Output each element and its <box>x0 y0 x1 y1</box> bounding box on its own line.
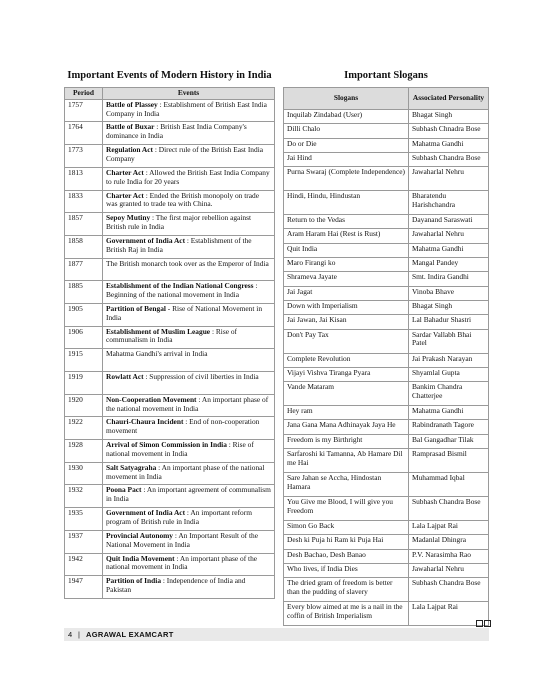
event-period: 1813 <box>65 167 103 190</box>
slogan-text: Jai Jawan, Jai Kisan <box>284 315 409 329</box>
event-title: Chauri-Chaura Incident <box>106 417 184 427</box>
slogan-text: Desh ki Puja hi Ram ki Puja Hai <box>284 535 409 549</box>
event-row <box>65 576 275 599</box>
event-description: : The first major rebellion against British rule in India <box>106 213 251 232</box>
slogan-person: Muhammad Iqbal <box>409 473 489 497</box>
slogan-row <box>284 497 489 521</box>
slogan-row <box>284 258 489 272</box>
personality-header: Associated Personality <box>409 88 489 110</box>
slogan-person: Dayanand Saraswati <box>409 215 489 229</box>
slogan-person: Bharatendu Harishchandra <box>409 191 489 215</box>
event-period: 1773 <box>65 145 103 168</box>
event-description: : An important phase of the national movement in India <box>106 462 265 481</box>
slogan-person: Subhash Chandra Bose <box>409 152 489 166</box>
slogan-row <box>284 300 489 314</box>
slogan-row <box>284 152 489 166</box>
event-period: 1757 <box>65 99 103 122</box>
event-title: Partition of India <box>106 576 162 586</box>
event-period: 1877 <box>65 258 103 281</box>
event-description: : Independence of India and Pakistan <box>106 576 246 595</box>
event-title: Establishment of the Indian National Congress <box>106 281 254 291</box>
event-row <box>65 349 275 372</box>
event-period: 1906 <box>65 326 103 349</box>
slogan-text: Who lives, if India Dies <box>284 563 409 577</box>
slogan-text: Desh Bachao, Desh Banao <box>284 549 409 563</box>
events-body <box>65 99 275 598</box>
event-description: : Allowed the British East India Company to rule India for 20 years <box>106 167 270 186</box>
event-cell <box>103 462 275 485</box>
slogan-text: Jai Jagat <box>284 286 409 300</box>
event-title: Charter Act <box>106 190 144 200</box>
slogan-text: Jana Gana Mana Adhinayak Jaya He <box>284 420 409 434</box>
slogan-row <box>284 535 489 549</box>
slogan-row <box>284 215 489 229</box>
slogan-person: Madanlal Dhingra <box>409 535 489 549</box>
event-description: : Rise of communalism in India <box>106 326 237 345</box>
slogan-person: Bal Gangadhar Tilak <box>409 434 489 448</box>
slogan-person: Bankim Chandra Chatterjee <box>409 382 489 406</box>
event-row <box>65 462 275 485</box>
slogan-person: Smt. Indira Gandhi <box>409 272 489 286</box>
event-cell <box>103 213 275 236</box>
slogans-header: Slogans <box>284 88 409 110</box>
slogan-person: Jai Prakash Narayan <box>409 353 489 367</box>
event-description: : An important agreement of communalism in India <box>106 485 271 504</box>
slogan-text: Dilli Chalo <box>284 124 409 138</box>
slogan-text: Don't Pay Tax <box>284 329 409 353</box>
slogan-row <box>284 110 489 124</box>
slogan-person: Jawaharlal Nehru <box>409 563 489 577</box>
event-period: 1885 <box>65 281 103 304</box>
event-description: - Rise of National Movement in India <box>106 303 263 322</box>
slogan-row <box>284 243 489 257</box>
slogan-text: Return to the Vedas <box>284 215 409 229</box>
event-title: Partition of Bengal <box>106 303 166 313</box>
slogan-person: Subhash Chandra Bose <box>409 578 489 602</box>
event-cell <box>103 508 275 531</box>
slogan-row <box>284 382 489 406</box>
slogans-title: Important Slogans <box>344 70 428 81</box>
event-title: Salt Satyagraha <box>106 462 157 472</box>
slogan-row <box>284 420 489 434</box>
slogan-row <box>284 549 489 563</box>
event-cell <box>103 235 275 258</box>
slogan-row <box>284 578 489 602</box>
event-period: 1919 <box>65 372 103 395</box>
slogan-row <box>284 406 489 420</box>
slogan-person: Mahatma Gandhi <box>409 243 489 257</box>
event-row <box>65 99 275 122</box>
event-description: : An Important Result of the National Movement in India <box>106 530 258 549</box>
event-cell <box>103 167 275 190</box>
slogan-text: Aram Haram Hai (Rest is Rust) <box>284 229 409 243</box>
event-period: 1942 <box>65 553 103 576</box>
event-title: Government of India Act <box>106 235 186 245</box>
event-description: : Beginning of the national movement in India <box>106 281 258 300</box>
slogan-person: P.V. Narasimha Rao <box>409 549 489 563</box>
slogan-text: The dried gram of freedom is better than the pudding of slavery <box>284 578 409 602</box>
slogans-table <box>283 87 489 626</box>
brand-logo: AGRAWAL EXAMCART <box>86 630 174 639</box>
event-cell <box>103 576 275 599</box>
events-header: Events <box>103 88 275 100</box>
event-description: : British East India Company's dominance in India <box>106 122 247 141</box>
event-cell <box>103 440 275 463</box>
event-title: Sepoy Mutiny <box>106 213 151 223</box>
slogan-text: Hey ram <box>284 406 409 420</box>
event-row <box>65 281 275 304</box>
slogan-person: Ramprasad Bismil <box>409 449 489 473</box>
event-period: 1920 <box>65 394 103 417</box>
page-footer <box>64 628 489 641</box>
event-title: Arrival of Simon Commission in India <box>106 440 227 450</box>
event-cell <box>103 122 275 145</box>
event-row <box>65 122 275 145</box>
event-cell <box>103 349 275 372</box>
slogan-person: Mahatma Gandhi <box>409 138 489 152</box>
event-description: : Direct rule of the British East India Company <box>106 145 264 163</box>
slogan-row <box>284 286 489 300</box>
event-row <box>65 190 275 213</box>
event-description: : Suppression of civil liberties in India <box>143 372 259 382</box>
event-title: Poona Pact <box>106 485 142 495</box>
event-title: Battle of Buxar <box>106 122 155 132</box>
event-cell <box>103 417 275 440</box>
event-period: 1932 <box>65 485 103 508</box>
event-cell <box>103 99 275 122</box>
slogan-person: Mangal Pandey <box>409 258 489 272</box>
slogan-row <box>284 602 489 626</box>
events-table <box>64 87 275 599</box>
slogan-text: Inquilab Zindabad (User) <box>284 110 409 124</box>
event-period: 1947 <box>65 576 103 599</box>
slogan-person: Lala Lajpat Rai <box>409 521 489 535</box>
event-title: Establishment of Muslim League <box>106 326 211 336</box>
slogan-person: Lala Lajpat Rai <box>409 602 489 626</box>
slogan-person: Rabindranath Tagore <box>409 420 489 434</box>
period-header: Period <box>65 88 103 100</box>
event-cell <box>103 372 275 395</box>
event-cell <box>103 530 275 553</box>
event-title: Provincial Autonomy <box>106 530 173 540</box>
slogan-person: Vinoba Bhave <box>409 286 489 300</box>
event-row <box>65 372 275 395</box>
slogan-row <box>284 315 489 329</box>
slogan-row <box>284 473 489 497</box>
slogan-text: Freedom is my Birthright <box>284 434 409 448</box>
slogan-person: Subhash Chnadra Bose <box>409 124 489 138</box>
slogan-person: Bhagat Singh <box>409 300 489 314</box>
slogan-text: Sare Jahan se Accha, Hindostan Hamara <box>284 473 409 497</box>
event-description: : An important phase of the national movement in India <box>106 394 269 413</box>
event-row <box>65 167 275 190</box>
slogan-text: Maro Firangi ko <box>284 258 409 272</box>
slogan-row <box>284 353 489 367</box>
slogan-text: Every blow aimed at me is a nail in the coffin of British Imperialism <box>284 602 409 626</box>
slogan-person: Bhagat Singh <box>409 110 489 124</box>
event-description: : Establishment of British East India Company in India <box>106 99 267 118</box>
slogan-row <box>284 167 489 191</box>
slogan-row <box>284 229 489 243</box>
event-period: 1764 <box>65 122 103 145</box>
slogan-text: Jai Hind <box>284 152 409 166</box>
event-cell <box>103 485 275 508</box>
event-row <box>65 553 275 576</box>
event-description: : Rise of national movement in India <box>106 440 254 458</box>
event-description: Mahatma Gandhi's arrival in India <box>106 349 208 359</box>
slogan-person: Mahatma Gandhi <box>409 406 489 420</box>
event-row <box>65 235 275 258</box>
event-row <box>65 326 275 349</box>
slogan-person: Shyamlal Gupta <box>409 367 489 381</box>
event-title: Regulation Act <box>106 145 154 155</box>
event-description: The British monarch took over as the Emperor of India <box>106 258 269 268</box>
event-row <box>65 530 275 553</box>
slogan-text: Complete Revolution <box>284 353 409 367</box>
slogan-row <box>284 521 489 535</box>
event-period: 1857 <box>65 213 103 236</box>
slogan-row <box>284 272 489 286</box>
event-row <box>65 440 275 463</box>
slogan-text: Sarfaroshi ki Tamanna, Ab Hamare Dil me Hai <box>284 449 409 473</box>
event-row <box>65 303 275 326</box>
event-cell <box>103 281 275 304</box>
event-row <box>65 485 275 508</box>
slogan-text: Purna Swaraj (Complete Independence) <box>284 167 409 191</box>
event-period: 1858 <box>65 235 103 258</box>
slogan-person: Jawaharlal Nehru <box>409 167 489 191</box>
event-row <box>65 417 275 440</box>
event-cell <box>103 394 275 417</box>
event-cell <box>103 145 275 168</box>
slogan-text: Vande Mataram <box>284 382 409 406</box>
event-row <box>65 394 275 417</box>
slogan-text: Do or Die <box>284 138 409 152</box>
slogan-text: Shrameva Jayate <box>284 272 409 286</box>
event-period: 1930 <box>65 462 103 485</box>
event-title: Rowlatt Act <box>106 372 144 382</box>
event-period: 1935 <box>65 508 103 531</box>
slogans-body <box>284 110 489 626</box>
event-period: 1928 <box>65 440 103 463</box>
slogan-row <box>284 434 489 448</box>
event-period: 1922 <box>65 417 103 440</box>
slogan-row <box>284 191 489 215</box>
slogan-text: You Give me Blood, I will give you Freedom <box>284 497 409 521</box>
event-cell <box>103 190 275 213</box>
event-cell <box>103 258 275 281</box>
slogan-row <box>284 124 489 138</box>
event-row <box>65 508 275 531</box>
event-description: : Ended the British monopoly on trade was granted to trade tea with China. <box>106 190 259 209</box>
event-cell <box>103 303 275 326</box>
slogan-row <box>284 329 489 353</box>
event-period: 1833 <box>65 190 103 213</box>
slogan-text: Quit India <box>284 243 409 257</box>
slogan-text: Down with Imperialism <box>284 300 409 314</box>
slogan-row <box>284 449 489 473</box>
page-number: 4 <box>68 630 73 639</box>
event-cell <box>103 326 275 349</box>
slogan-text: Vijayi Vishva Tiranga Pyara <box>284 367 409 381</box>
footer-separator: | <box>78 630 80 639</box>
event-period: 1937 <box>65 530 103 553</box>
slogan-person: Sardar Vallabh Bhai Patel <box>409 329 489 353</box>
event-period: 1915 <box>65 349 103 372</box>
event-description: : An important reform program of British rule in India <box>106 508 252 526</box>
slogan-person: Lal Bahadur Shastri <box>409 315 489 329</box>
slogan-row <box>284 138 489 152</box>
event-title: Government of India Act <box>106 508 186 518</box>
event-description: : End of non-cooperation movement <box>106 417 260 436</box>
event-title: Battle of Plassey <box>106 99 158 109</box>
slogan-person: Subhash Chandra Bose <box>409 497 489 521</box>
event-description: : An important phase of the national movement in India <box>106 553 258 572</box>
slogan-row <box>284 563 489 577</box>
event-title: Non-Cooperation Movement <box>106 394 197 404</box>
event-row <box>65 213 275 236</box>
slogan-row <box>284 367 489 381</box>
event-row <box>65 145 275 168</box>
slogan-text: Simon Go Back <box>284 521 409 535</box>
slogan-text: Hindi, Hindu, Hindustan <box>284 191 409 215</box>
event-title: Charter Act <box>106 167 144 177</box>
slogan-person: Jawaharlal Nehru <box>409 229 489 243</box>
event-period: 1905 <box>65 303 103 326</box>
event-title: Quit India Movement <box>106 553 175 563</box>
events-title: Important Events of Modern History in India <box>67 70 272 81</box>
event-row <box>65 258 275 281</box>
event-description: : Establishment of the British Raj in India <box>106 235 252 254</box>
event-cell <box>103 553 275 576</box>
